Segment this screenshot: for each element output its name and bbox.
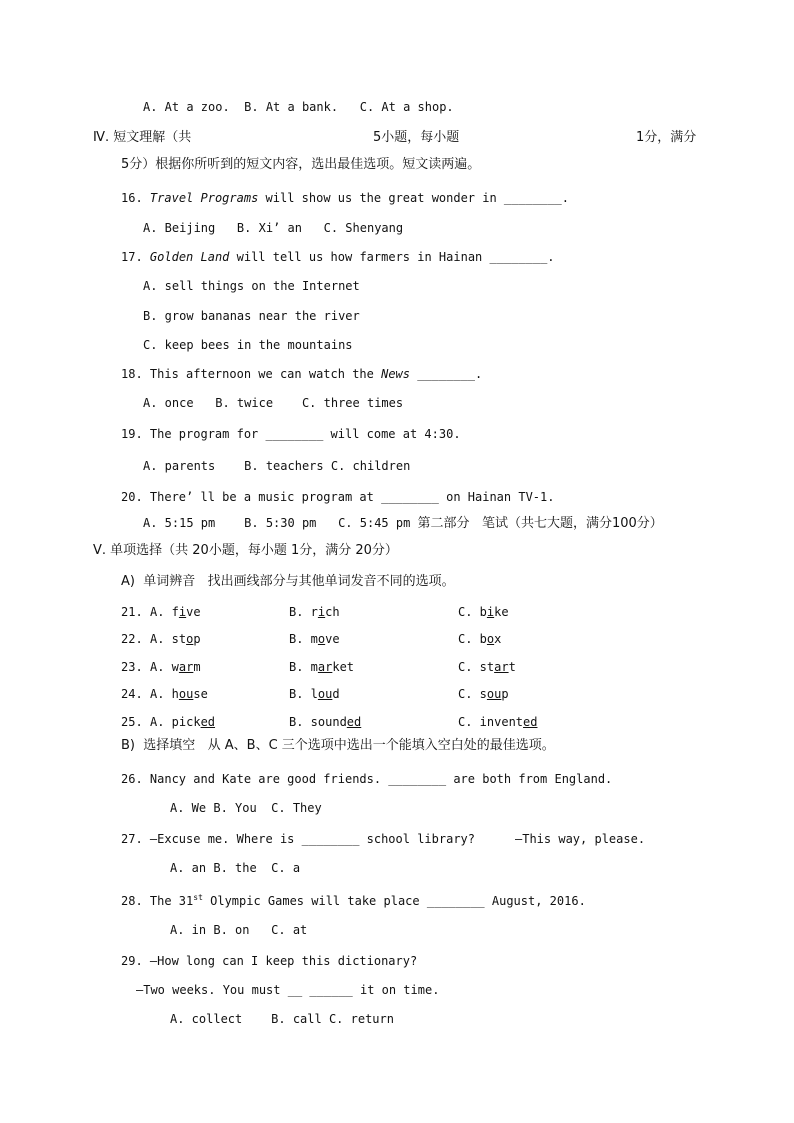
phonetics-option-a: A. five — [150, 605, 201, 619]
question-26-options: A. We B. You C. They — [170, 801, 322, 815]
part-b-instruction: B) 选择填空 从 A、B、C 三个选项中选出一个能填入空白处的最佳选项。 — [121, 738, 555, 753]
phonetics-option-c: C. soup — [458, 687, 509, 701]
section4-heading-c: 1分，满分 — [636, 130, 697, 145]
question-29-options: A. collect B. call C. return — [170, 1012, 394, 1026]
question-27: 27. —Excuse me. Where is ________ school library? — [121, 832, 476, 846]
question-16-options: A. Beijing B. Xi’ an C. Shenyang — [143, 221, 404, 235]
question-20: 20. There’ ll be a music program at ________ on Hainan TV-1. — [121, 490, 555, 504]
question-26: 26. Nancy and Kate are good friends. ________ are both from England. — [121, 772, 613, 786]
question-17-option-a: A. sell things on the Internet — [143, 279, 360, 293]
section4-heading-b: 5小题，每小题 — [373, 130, 460, 145]
phonetics-option-a: A. house — [150, 687, 208, 701]
question-17-option-b: B. grow bananas near the river — [143, 309, 360, 323]
phonetics-option-b: B. loud — [289, 687, 340, 701]
phonetics-option-b: B. rich — [289, 605, 340, 619]
question-16: 16. Travel Programs will show us the great wonder in ________. — [121, 191, 569, 205]
question-17-option-c: C. keep bees in the mountains — [143, 338, 353, 352]
question-17: 17. Golden Land will tell us how farmers in Hainan ________. — [121, 250, 555, 264]
question-27-options: A. an B. the C. a — [170, 861, 301, 875]
question-18-options: A. once B. twice C. three times — [143, 396, 404, 410]
phonetics-option-c: C. bike — [458, 605, 509, 619]
question-18: 18. This afternoon we can watch the News ________. — [121, 367, 483, 381]
q15-options: A. At a zoo. B. At a bank. C. At a shop. — [143, 100, 454, 114]
phonetics-option-b: B. market — [289, 660, 355, 674]
phonetics-row-number: 21. — [121, 605, 143, 619]
question-19-options: A. parents B. teachers C. children — [143, 459, 411, 473]
question-28-options: A. in B. on C. at — [170, 923, 308, 937]
question-27-reply: —This way, please. — [515, 832, 646, 846]
question-19: 19. The program for ________ will come at 4:30. — [121, 427, 461, 441]
phonetics-option-c: C. invented — [458, 715, 538, 729]
phonetics-option-a: A. stop — [150, 632, 201, 646]
question-28: 28. The 31st Olympic Games will take place ________ August, 2016. — [121, 893, 586, 908]
part-a-instruction: A) 单词辨音 找出画线部分与其他单词发音不同的选项。 — [121, 574, 455, 589]
phonetics-row-number: 23. — [121, 660, 143, 674]
phonetics-option-c: C. start — [458, 660, 516, 674]
section4-instruction: 5分）根据你所听到的短文内容，选出最佳选项。短文读两遍。 — [121, 157, 481, 172]
phonetics-option-a: A. warm — [150, 660, 201, 674]
phonetics-row-number: 25. — [121, 715, 143, 729]
part2-heading: 第二部分 笔试（共七大题，满分100分） — [417, 516, 663, 531]
phonetics-row-number: 22. — [121, 632, 143, 646]
question-29: 29. —How long can I keep this dictionary? — [121, 954, 418, 968]
section4-heading-a: Ⅳ. 短文理解（共 — [93, 130, 192, 145]
phonetics-row-number: 24. — [121, 687, 143, 701]
question-20-options: A. 5:15 pm B. 5:30 pm C. 5:45 pm 第二部分 笔试（共七大题，满分100分） — [143, 516, 663, 531]
phonetics-option-b: B. move — [289, 632, 340, 646]
phonetics-option-b: B. sounded — [289, 715, 362, 729]
phonetics-option-a: A. picked — [150, 715, 216, 729]
phonetics-option-c: C. box — [458, 632, 502, 646]
question-29-reply: —Two weeks. You must __ ______ it on time. — [136, 983, 440, 997]
section5-heading: Ⅴ. 单项选择（共 20小题，每小题 1分，满分 20分） — [93, 543, 398, 558]
